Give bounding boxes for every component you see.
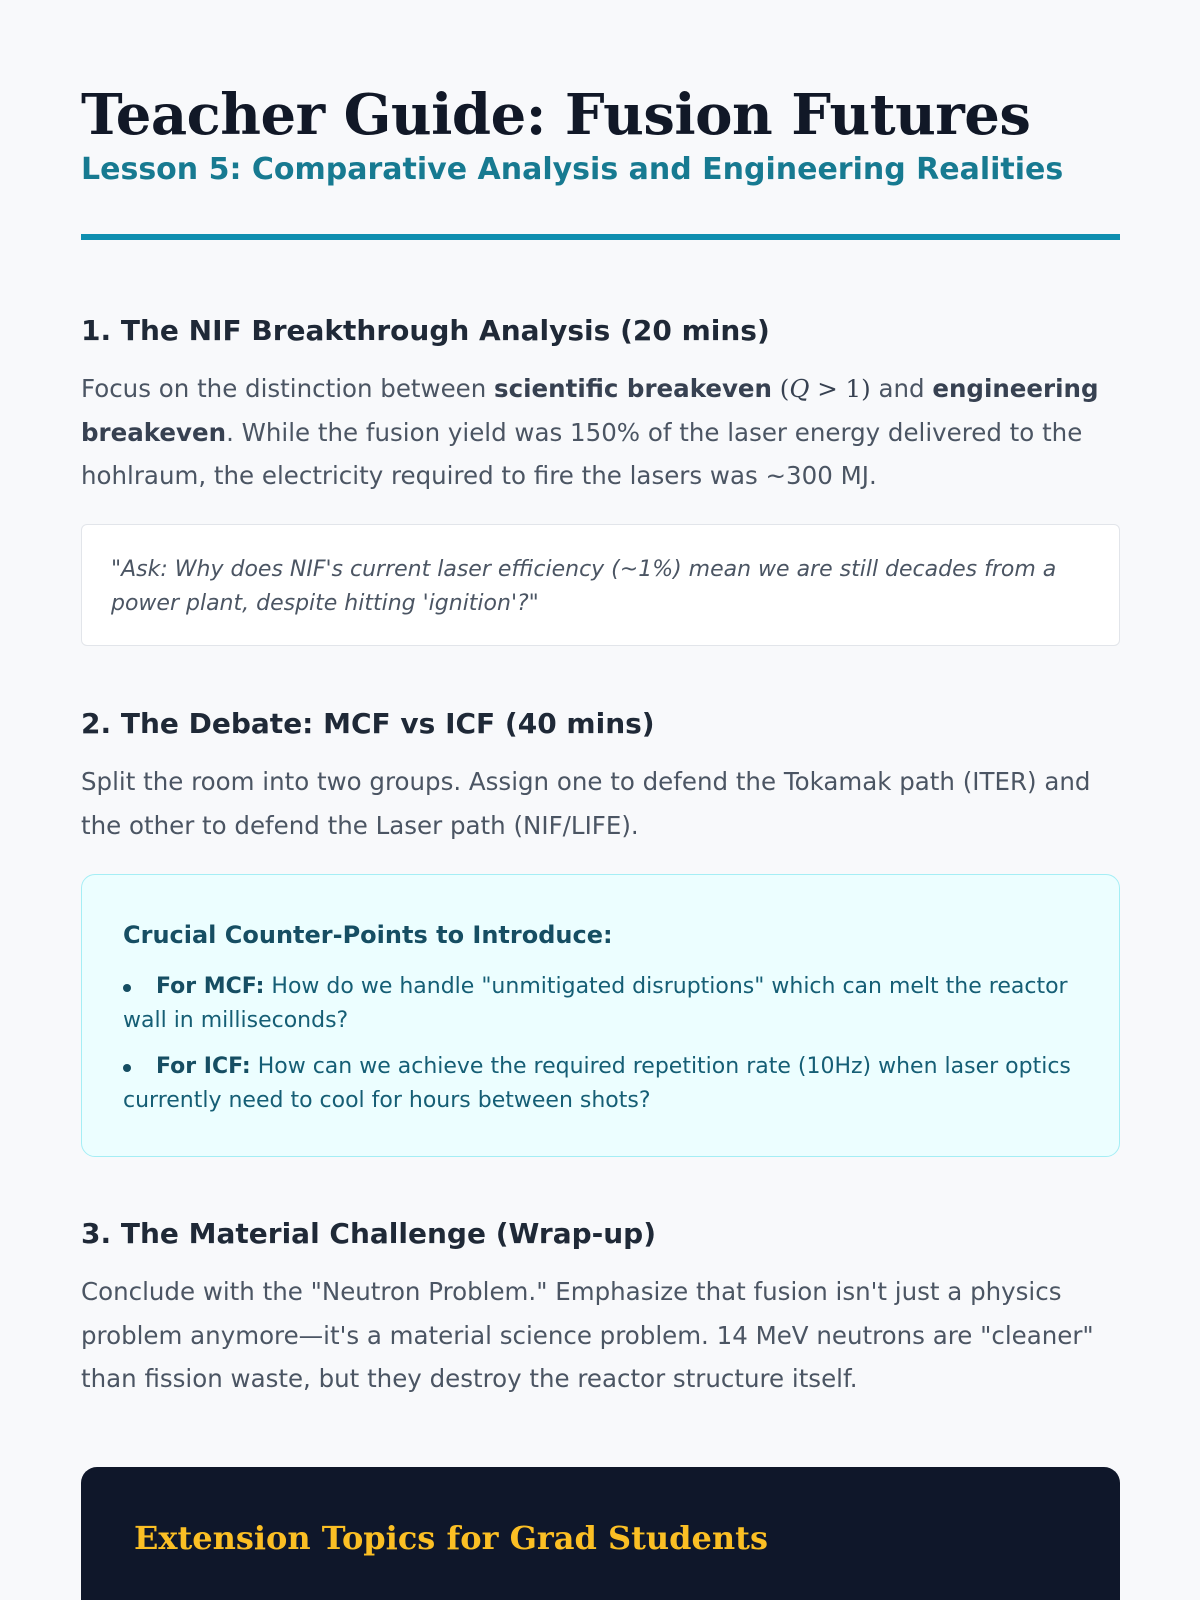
list-item-text: How can we achieve the required repetition rate (10Hz) when laser optics currently need to cool for hours between shots? [123, 1054, 1071, 1113]
section-paragraph-nif [81, 367, 1120, 498]
page-subtitle: Lesson 5: Comparative Analysis and Engineering Realities [81, 152, 1064, 187]
list-item-text: How do we handle "unmitigated disruptions" which can melt the reactor wall in milliseconds? [123, 974, 1068, 1033]
header-divider [81, 234, 1120, 240]
term-engineering-breakeven: engineering breakeven [81, 374, 1099, 447]
discussion-question: "Ask: Why does NIF's current laser efficiency (~1%) mean we are still decades from a power plant, despite hitting 'ignition'?" [111, 557, 1057, 616]
math-paren: ) [861, 374, 871, 403]
paragraph-text: Focus on the distinction between [81, 374, 495, 403]
list-item-label: For MCF: [156, 974, 265, 999]
discussion-question-box [81, 524, 1120, 646]
bullet-icon [123, 1064, 131, 1072]
counter-points-callout [81, 874, 1120, 1157]
section-heading-debate: 2. The Debate: MCF vs ICF (40 mins) [81, 707, 655, 740]
page-title: Teacher Guide: Fusion Futures [81, 82, 1031, 148]
section-paragraph-material: Conclude with the "Neutron Problem." Emphasize that fusion isn't just a physics problem anymore—it's a material science problem. 14 MeV neutrons are "cleaner" than fission waste, but they destroy the reactor structure itself. [81, 1277, 1094, 1393]
section-paragraph-debate: Split the room into two groups. Assign one to defend the Tokamak path (ITER) and the other to defend the Laser path (NIF/LIFE). [81, 767, 1091, 840]
math-paren: ( [779, 374, 790, 403]
extension-title: Extension Topics for Grad Students [134, 1519, 768, 1557]
math-number: 1 [845, 374, 862, 403]
paragraph-text: . While the fusion yield was 150% of the laser energy delivered to the hohlraum, the electricity required to fire the lasers was ~300 MJ. [81, 417, 1083, 490]
counter-points-list [123, 970, 1078, 1130]
section-heading-nif: 1. The NIF Breakthrough Analysis (20 mins) [81, 314, 770, 347]
math-operator: > [809, 374, 846, 403]
term-scientific-breakeven: scientific breakeven [494, 374, 772, 403]
list-item-label: For ICF: [156, 1054, 251, 1079]
list-item [123, 970, 1078, 1038]
math-expression [780, 374, 871, 403]
extension-panel [81, 1467, 1120, 1600]
list-item [123, 1050, 1078, 1118]
callout-title: Crucial Counter-Points to Introduce: [123, 921, 613, 949]
math-variable: Q [789, 374, 810, 403]
section-heading-material: 3. The Material Challenge (Wrap-up) [81, 1217, 657, 1250]
bullet-icon [123, 984, 131, 992]
paragraph-text: and [870, 374, 933, 403]
